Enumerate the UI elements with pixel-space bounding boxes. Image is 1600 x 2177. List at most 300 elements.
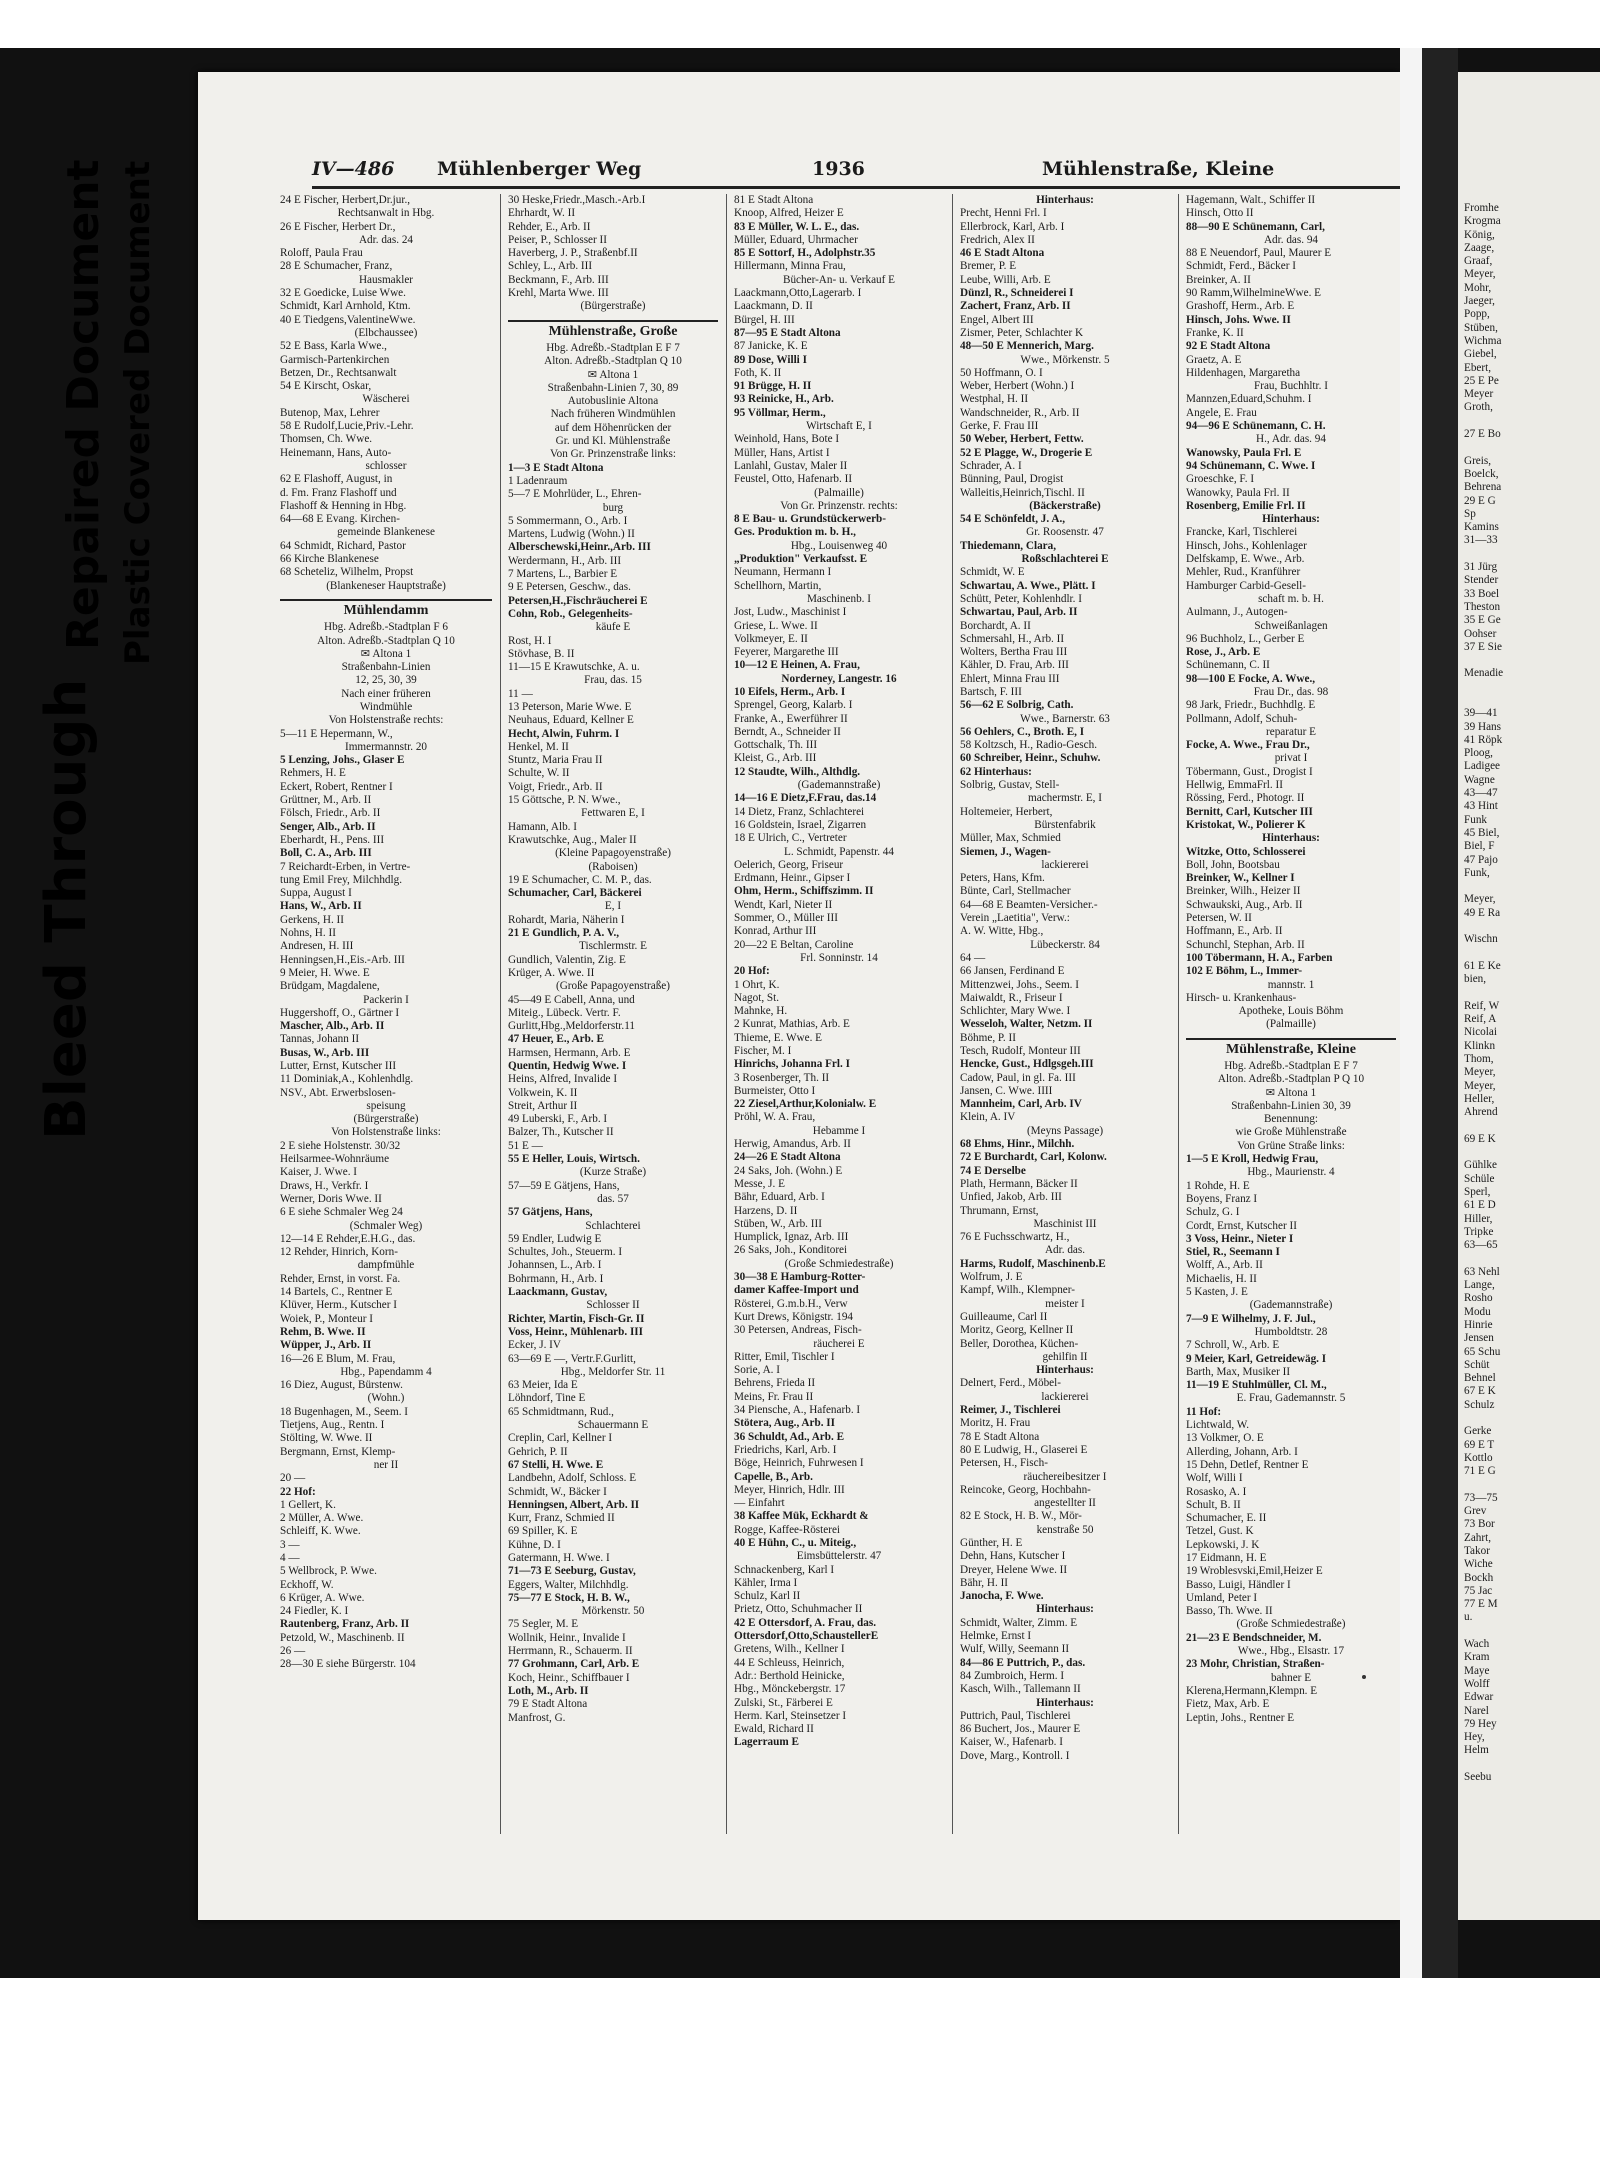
directory-entry: „Produktion" Verkaufsst. E [734, 553, 868, 566]
adjacent-entry: Klinkn [1464, 1039, 1496, 1052]
directory-entry: 1 Rohde, H. E [1186, 1179, 1250, 1192]
directory-entry: Precht, Henni Frl. I [960, 207, 1047, 220]
directory-entry: Jost, Ludw., Maschinist I [734, 606, 847, 619]
adjacent-entry: Seebu [1464, 1771, 1492, 1784]
directory-entry: Zismer, Peter, Schlachter K [960, 326, 1084, 339]
directory-entry: Wollnik, Heinr., Invalide I [508, 1631, 626, 1644]
directory-entry: Bürstenfabrik [1034, 818, 1096, 831]
directory-entry: Schmidt, Karl Arnhold, Ktm. [280, 300, 411, 313]
adjacent-entry: Tripke [1464, 1225, 1494, 1238]
directory-entry: Eimsbüttelerstr. 47 [796, 1550, 882, 1563]
directory-entry: Mörkenstr. 50 [581, 1605, 645, 1618]
directory-entry: 1 Gellert, K. [280, 1498, 336, 1511]
directory-entry: 62 E Flashoff, August, in [280, 473, 393, 486]
directory-entry: Peiser, P., Schlosser II [508, 233, 607, 246]
directory-entry: 5 Wellbrock, P. Wwe. [280, 1565, 377, 1578]
directory-entry: 14—16 E Dietz,F.Frau, das.14 [734, 792, 877, 805]
directory-entry: Kähler, Irma I [734, 1576, 798, 1589]
directory-entry: Rehder, E., Arb. II [508, 220, 591, 233]
directory-entry: Jansen, C. Wwe. IIII [960, 1084, 1053, 1097]
directory-entry: Tannas, Johann II [280, 1033, 360, 1046]
directory-entry: 62 Hinterhaus: [960, 765, 1032, 778]
directory-entry: Gerkens, H. II [280, 913, 344, 926]
directory-entry: Knoop, Alfred, Heizer E [734, 207, 844, 220]
adjacent-entry: Meyer, [1464, 893, 1496, 906]
directory-entry: lackiererei [1041, 858, 1089, 871]
directory-entry: Franke, K. II [1186, 326, 1244, 339]
directory-entry: 98 Jark, Friedr., Buchhdlg. E [1186, 699, 1316, 712]
adjacent-entry: Helm [1464, 1744, 1489, 1757]
directory-entry: Schmersahl, H., Arb. II [960, 632, 1065, 645]
directory-entry: 38 Kaffee Mük, Eckhardt & [734, 1510, 869, 1523]
directory-entry: 74 E Derselbe [960, 1164, 1026, 1177]
directory-entry: — Einfahrt [734, 1497, 785, 1510]
directory-entry: ✉ Altona 1 [360, 647, 412, 660]
directory-entry: Landbehn, Adolf, Schloss. E [508, 1472, 637, 1485]
directory-entry: Stiel, R., Seemann I [1186, 1246, 1280, 1259]
directory-entry: Von Gr. Prinzenstraße links: [550, 448, 676, 461]
directory-entry: Werner, Doris Wwe. II [280, 1192, 382, 1205]
directory-entry: (Große Schmiedestraße) [784, 1257, 894, 1270]
directory-entry: Betzen, Dr., Rechtsanwalt [280, 366, 397, 379]
directory-entry: schlosser [365, 459, 407, 472]
adjacent-entry: 29 E G [1464, 494, 1496, 507]
column-divider [952, 194, 953, 1834]
directory-entry: Töbermann, Gust., Drogist I [1186, 765, 1313, 778]
directory-entry: Hbg., Maurienstr. 4 [1247, 1166, 1335, 1179]
directory-entry: Herrmann, R., Schauerm. II [508, 1645, 633, 1658]
section-heading: Mühlendamm [280, 599, 492, 617]
directory-entry: Böge, Heinrich, Fuhrwesen I [734, 1457, 864, 1470]
directory-entry: 49 Luberski, F., Arb. I [508, 1113, 608, 1126]
directory-entry: Von Gr. Prinzenstr. rechts: [780, 499, 898, 512]
directory-entry: 12 Staudte, Wilh., Althdlg. [734, 765, 861, 778]
directory-entry: 1 Ohrt, K. [734, 978, 780, 991]
directory-entry: Dreyer, Helene Wwe. II [960, 1563, 1068, 1576]
adjacent-entry: bien, [1464, 973, 1487, 986]
directory-entry: 20 Hof: [734, 965, 770, 978]
directory-entry: Thieme, E. Wwe. E [734, 1031, 823, 1044]
directory-entry: Ritter, Emil, Tischler I [734, 1350, 835, 1363]
directory-entry: 21—23 E Bendschneider, M. [1186, 1631, 1322, 1644]
directory-entry: 78 E Stadt Altona [960, 1430, 1040, 1443]
directory-entry: Brüdgam, Magdalene, [280, 980, 380, 993]
directory-entry: Zulski, St., Färberei E [734, 1696, 833, 1709]
directory-entry: Fettwaren E, I [581, 807, 645, 820]
adjacent-entry: Reif, A [1464, 1013, 1497, 1026]
directory-entry: 19 E Schumacher, C. M. P., das. [508, 873, 652, 886]
directory-entry: Martens, Ludwig (Wohn.) II [508, 528, 635, 541]
directory-entry: Ottersdorf,Otto,SchaustellerE [734, 1630, 879, 1643]
directory-entry: 22 Ziesel,Arthur,Kolonialw. E [734, 1098, 877, 1111]
directory-entry: Wwe., Mörkenstr. 5 [1020, 353, 1110, 366]
directory-entry: Schmidt, W. E [960, 566, 1025, 579]
directory-entry: Holtemeier, Herbert, [960, 805, 1053, 818]
directory-entry: Sorie, A. I [734, 1364, 780, 1377]
directory-entry: Meyer, Hinrich, Hdlr. III [734, 1483, 845, 1496]
directory-entry: 11—15 E Krawutschke, A. u. [508, 661, 640, 674]
directory-entry: Gurlitt,Hbg.,Meldorferstr.11 [508, 1020, 635, 1033]
adjacent-entry: Wiche [1464, 1558, 1493, 1571]
directory-entry: 12—14 E Rehder,E.H.G., das. [280, 1232, 416, 1245]
directory-entry: Barth, Max, Musiker II [1186, 1365, 1291, 1378]
directory-entry: Schütt, Peter, Kohlenhdlr. I [960, 592, 1082, 605]
directory-entry: 5—11 E Hepermann, W., [280, 727, 393, 740]
directory-entry: Schlosser II [586, 1299, 640, 1312]
directory-entry: Lübeckerstr. 84 [1030, 938, 1100, 951]
directory-entry: Heilsarmee-Wohnräume [280, 1153, 390, 1166]
directory-entry: 24—26 E Stadt Altona [734, 1151, 841, 1164]
directory-entry: Gerke, F. Frau III [960, 420, 1039, 433]
adjacent-entry: 63 Nehl [1464, 1265, 1500, 1278]
directory-entry: Hbg., Papendamm 4 [340, 1365, 432, 1378]
adjacent-entry: 33 Boel [1464, 587, 1500, 600]
directory-entry: machermstr. E, I [1028, 792, 1102, 805]
directory-column-1 [280, 194, 492, 1672]
directory-entry: Mehler, Rud., Kranführer [1186, 566, 1301, 579]
directory-entry: 88—90 E Schünemann, Carl, [1186, 220, 1325, 233]
adjacent-entry: Kottlo [1464, 1451, 1493, 1464]
directory-entry: Klerena,Hermann,Klempn. E [1186, 1684, 1318, 1697]
directory-entry: (Kurze Straße) [579, 1166, 647, 1179]
adjacent-entry: Funk, [1464, 866, 1490, 879]
adjacent-entry: 75 Jac [1464, 1584, 1493, 1597]
directory-entry: Roßschlachterei E [1021, 553, 1109, 566]
directory-entry: 58 E Rudolf,Lucie,Priv.-Lehr. [280, 420, 414, 433]
directory-entry: Richter, Martin, Fisch-Gr. II [508, 1312, 645, 1325]
directory-entry: Zachert, Franz, Arb. II [960, 300, 1071, 313]
directory-entry: Balzer, Th., Kutscher II [508, 1126, 614, 1139]
directory-entry: Kühne, D. I [508, 1538, 561, 1551]
directory-entry: Schünemann, C. II [1186, 659, 1270, 672]
directory-entry: 12, 25, 30, 39 [355, 674, 417, 687]
directory-entry: Schmidt, W., Bäcker I [508, 1485, 607, 1498]
directory-entry: Laackmann, Gustav, [508, 1286, 608, 1299]
adjacent-entry [1464, 920, 1600, 933]
page-edge [1400, 48, 1422, 1978]
adjacent-entry [1464, 415, 1600, 428]
directory-entry: Eckhoff, W. [280, 1578, 334, 1591]
directory-entry: Von Holstenstraße rechts: [328, 714, 444, 727]
directory-entry: 85 E Sottorf, H., Adolphstr.35 [734, 247, 876, 260]
directory-entry: gemeinde Blankenese [337, 526, 435, 539]
directory-entry: Eggers, Walter, Milchhdlg. [508, 1578, 629, 1591]
section-heading: Mühlenstraße, Große [508, 320, 718, 338]
directory-entry: Lanlahl, Gustav, Maler II [734, 459, 848, 472]
directory-entry: 50 Weber, Herbert, Fettw. [960, 433, 1084, 446]
directory-entry: 76 E Fuchsschwartz, H., [960, 1231, 1070, 1244]
adjacent-entry: Fromhe [1464, 202, 1499, 214]
directory-entry: Cohn, Rob., Gelegenheits- [508, 607, 633, 620]
directory-entry: Wirtschaft E, I [806, 420, 872, 433]
directory-entry: Miteig., Lübeck. Vertr. F. [508, 1006, 621, 1019]
directory-entry: räucherei E [813, 1337, 865, 1350]
directory-entry: Bünte, Carl, Stellmacher [960, 885, 1071, 898]
directory-entry: Wesseloh, Walter, Netzm. II [960, 1018, 1093, 1031]
directory-entry: 50 Hoffmann, O. I [960, 366, 1043, 379]
directory-entry: Wolff, A., Arb. II [1186, 1259, 1263, 1272]
directory-entry: Fischer, M. I [734, 1045, 792, 1057]
directory-entry: Streit, Arthur II [508, 1099, 578, 1112]
directory-entry: Rautenberg, Franz, Arb. II [280, 1618, 410, 1631]
directory-entry: 16—26 E Blum, M. Frau, [280, 1352, 396, 1365]
directory-entry: Ellerbrock, Karl, Arb. I [960, 220, 1065, 233]
directory-entry: Wüpper, J., Arb. II [280, 1339, 372, 1352]
directory-entry: Günther, H. E [960, 1536, 1023, 1549]
directory-entry: Frau, Buchhltr. I [1254, 380, 1328, 393]
directory-entry: Friedrichs, Karl, Arb. I [734, 1443, 837, 1456]
directory-entry: 7 Reichardt-Erben, in Vertre- [280, 860, 411, 873]
directory-entry: Hinterhaus: [1036, 1696, 1094, 1709]
directory-entry: 56 Oehlers, C., Broth. E, I [960, 725, 1085, 738]
directory-entry: 42 E Ottersdorf, A. Frau, das. [734, 1616, 877, 1629]
directory-entry: Frl. Sonninstr. 14 [800, 951, 878, 964]
directory-entry: Burmeister, Otto I [734, 1084, 816, 1097]
adjacent-entry: 47 Pajo [1464, 853, 1498, 866]
directory-entry: Schulte, W. II [508, 767, 570, 780]
directory-entry: 5 Sommermann, O., Arb. I [508, 514, 628, 527]
directory-entry: Wwe., Hbg., Elsastr. 17 [1237, 1645, 1345, 1658]
directory-entry: 7 Schroll, W., Arb. E [1186, 1339, 1280, 1352]
section-heading: Mühlenstraße, Kleine [1186, 1038, 1396, 1056]
directory-entry: Tischlermstr. E [579, 940, 647, 953]
directory-entry: Hbg., Louisenweg 40 [790, 539, 888, 552]
directory-entry: 87—95 E Stadt Altona [734, 326, 841, 339]
adjacent-entry [1464, 1146, 1600, 1159]
adjacent-entry: König, [1464, 228, 1495, 241]
directory-entry: 40 E Hühn, C., u. Miteig., [734, 1536, 857, 1549]
directory-entry: (Kleine Papagoyenstraße) [555, 847, 671, 860]
directory-entry: 5 Kasten, J. E [1186, 1286, 1248, 1299]
directory-entry: Stölting, W. Wwe. II [280, 1432, 373, 1445]
directory-entry: Eckert, Robert, Rentner I [280, 780, 393, 793]
directory-entry: Rosasko, A. I [1186, 1485, 1247, 1498]
directory-entry: 2 Kunrat, Mathias, Arb. E [734, 1018, 850, 1031]
directory-entry: Wwe., Barnerstr. 63 [1020, 712, 1110, 725]
adjacent-entry: 35 E Ge [1464, 614, 1501, 627]
directory-entry: 79 E Stadt Altona [508, 1698, 588, 1711]
directory-entry: Woiek, P., Monteur I [280, 1312, 373, 1325]
directory-entry: 6 E siehe Schmaler Weg 24 [280, 1206, 403, 1219]
directory-entry: 11 Hof: [1186, 1405, 1222, 1418]
directory-entry: 10 Eifels, Herm., Arb. I [734, 685, 846, 698]
directory-entry: 71—73 E Seeburg, Gustav, [508, 1565, 636, 1578]
directory-entry: Windmühle [359, 700, 413, 713]
directory-entry: Bürgel, H. III [734, 313, 795, 326]
directory-entry: Voss, Heinr., Mühlenarb. III [508, 1325, 644, 1338]
directory-entry: 63—69 E —, Vertr.F.Gurlitt, [508, 1352, 636, 1365]
adjacent-entry: Wolff [1464, 1677, 1490, 1690]
adjacent-entry: Popp, [1464, 308, 1490, 321]
directory-entry: Schulz, Karl II [734, 1590, 801, 1603]
directory-entry: 18 Bugenhagen, M., Seem. I [280, 1405, 409, 1418]
directory-entry: Fietz, Max, Arb. E [1186, 1698, 1270, 1711]
directory-entry: Hoffmann, E., Arb. II [1186, 925, 1283, 938]
directory-entry: Francke, Karl, Tischlerei [1186, 526, 1298, 539]
directory-entry: Stövhase, B. II [508, 647, 575, 660]
directory-entry: 65 Schmidtmann, Rud., [508, 1405, 614, 1418]
adjacent-entry: Wichma [1464, 334, 1502, 347]
directory-entry: Klein, A. IV [960, 1111, 1016, 1124]
directory-entry: Mascher, Alb., Arb. II [280, 1020, 385, 1033]
adjacent-entry: Kram [1464, 1651, 1490, 1664]
directory-entry: (Gademannstraße) [797, 779, 881, 792]
directory-entry: Rösterei, G.m.b.H., Verw [734, 1297, 848, 1310]
directory-entry: dampfmühle [357, 1259, 415, 1272]
directory-entry: Rost, H. I [508, 634, 552, 647]
directory-entry: Straßenbahn-Linien 30, 39 [1231, 1099, 1351, 1112]
directory-entry: 52 E Plagge, W., Drogerie E [960, 446, 1093, 459]
adjacent-entry [1464, 1758, 1600, 1771]
adjacent-entry: Ploog, [1464, 747, 1493, 760]
adjacent-entry: 73 Bor [1464, 1518, 1495, 1531]
adjacent-entry: Oohser [1464, 627, 1497, 640]
directory-entry: Alton. Adreßb.-Stadtplan Q 10 [317, 634, 455, 647]
directory-entry: Bünning, Paul, Drogist [960, 473, 1064, 486]
directory-entry: Hagemann, Walt., Schiffer II [1186, 194, 1316, 206]
column-divider [500, 194, 501, 1834]
directory-entry: 7—9 E Wilhelmy, J. F. Jul., [1186, 1312, 1316, 1325]
directory-entry: Ecker, J. IV [508, 1339, 561, 1352]
directory-entry: Kaiser, W., Hafenarb. I [960, 1736, 1063, 1749]
directory-entry: tung Emil Frey, Milchhdlg. [280, 873, 403, 886]
adjacent-entry: 77 E M [1464, 1598, 1498, 1611]
directory-entry: Gatermann, H. Wwe. I [508, 1551, 610, 1564]
ink-speck [1362, 1675, 1366, 1679]
directory-entry: Voigt, Friedr., Arb. II [508, 780, 603, 793]
directory-entry: Neuhaus, Eduard, Kellner E [508, 714, 634, 727]
directory-entry: Apotheke, Louis Böhm [1238, 1005, 1344, 1018]
directory-entry: Rohardt, Maria, Näherin I [508, 913, 625, 926]
adjacent-entry: Reif, W [1464, 999, 1500, 1012]
directory-entry: 28 E Schumacher, Franz, [280, 260, 393, 273]
directory-entry: 8 E Bau- u. Grundstückerwerb- [734, 513, 886, 526]
adjacent-entry: 67 E K [1464, 1385, 1496, 1398]
directory-entry: 46 E Stadt Altona [960, 247, 1045, 260]
directory-entry: Prietz, Otto, Schuhmacher II [734, 1603, 863, 1616]
directory-entry: 59 Endler, Ludwig E [508, 1232, 602, 1245]
directory-entry: Rechtsanwalt in Hbg. [337, 207, 435, 220]
directory-entry: bahner E [1270, 1671, 1312, 1684]
directory-entry: Schmidt, Walter, Zimm. E [960, 1616, 1078, 1629]
directory-entry: (Bürgerstraße) [353, 1113, 419, 1126]
adjacent-entry [1464, 694, 1600, 707]
adjacent-entry: 31 Jürg [1464, 561, 1498, 574]
adjacent-page-fragment [1458, 72, 1600, 1920]
adjacent-entry: Stender [1464, 574, 1499, 587]
directory-entry: Mittenzwei, Johs., Seem. I [960, 978, 1080, 991]
adjacent-entry [1464, 681, 1600, 694]
adjacent-entry: 79 Hey [1464, 1717, 1497, 1730]
adjacent-entry: 43 Hint [1464, 800, 1498, 813]
directory-entry: Hillermann, Minna Frau, [734, 260, 846, 273]
year-title: 1936 [812, 158, 865, 180]
directory-entry: Hbg. Adreßb.-Stadtplan E F 7 [546, 341, 680, 354]
adjacent-entry: Meyer, [1464, 1066, 1496, 1079]
adjacent-entry: Heller, [1464, 1092, 1495, 1105]
directory-entry: Von Holstenstraße links: [331, 1126, 441, 1139]
directory-entry: 24 E Fischer, Herbert,Dr.jur., [280, 194, 411, 206]
directory-entry: Schlichter, Mary Wwe. I [960, 1005, 1071, 1018]
directory-entry: Petersen,H.,Fischräucherei E [508, 594, 648, 607]
directory-entry: Loth, M., Arb. II [508, 1684, 589, 1697]
directory-entry: 75—77 E Stock, H. B. W., [508, 1591, 630, 1604]
adjacent-entry: Meyer, [1464, 268, 1496, 281]
directory-entry: Neumann, Hermann I [734, 566, 832, 579]
directory-entry: 36 Schuldt, Ad., Arb. E [734, 1430, 845, 1443]
directory-entry: Puttrich, Paul, Tischlerei [960, 1709, 1071, 1722]
directory-entry: räuchereibesitzer I [1023, 1470, 1107, 1483]
directory-entry: Pröhl, W. A. Frau, [734, 1111, 816, 1124]
adjacent-entry: Schulz [1464, 1398, 1495, 1411]
directory-entry: 91 Brügge, H. II [734, 380, 812, 393]
directory-entry: 30 Heske,Friedr.,Masch.-Arb.I [508, 194, 646, 206]
directory-entry: 24 Saks, Joh. (Wohn.) E [734, 1164, 843, 1177]
directory-entry: Krüger, A. Wwe. II [508, 966, 595, 979]
directory-entry: Tesch, Rudolf, Monteur III [960, 1045, 1081, 1057]
adjacent-entry: 39 Hans [1464, 720, 1501, 733]
directory-entry: 54 E Schönfeldt, J. A., [960, 513, 1066, 526]
directory-entry: (Große Papagoyenstraße) [555, 980, 670, 993]
directory-entry: 7 Martens, L., Barbier E [508, 568, 618, 581]
adjacent-entry: Behnel [1464, 1372, 1496, 1385]
directory-entry: Benennung: [1263, 1113, 1319, 1126]
adjacent-entry [1464, 947, 1600, 960]
directory-entry: 81 E Stadt Altona [734, 194, 814, 206]
directory-entry: Schley, L., Arb. III [508, 260, 593, 273]
directory-entry: angestellter II [1034, 1497, 1096, 1510]
directory-entry: Fredrich, Alex II [960, 233, 1035, 246]
directory-entry: Rogge, Kaffee-Rösterei [734, 1523, 841, 1536]
directory-entry: Basso, Luigi, Händler I [1186, 1578, 1291, 1591]
directory-entry: Lutter, Ernst, Kutscher III [280, 1060, 397, 1072]
adjacent-entry: Bockh [1464, 1571, 1494, 1584]
directory-entry: 68 Ehms, Hinr., Milchh. [960, 1138, 1075, 1151]
adjacent-entry: Ladigee [1464, 760, 1501, 773]
directory-entry: 84 Zumbroich, Herm. I [960, 1669, 1065, 1682]
directory-entry: 32 E Goedicke, Luise Wwe. [280, 287, 406, 300]
directory-entry: (Große Schmiedestraße) [1236, 1618, 1346, 1631]
directory-entry: Heinemann, Hans, Auto- [280, 446, 392, 459]
directory-entry: 14 Bartels, C., Rentner E [280, 1286, 393, 1299]
directory-entry: Adr. das. 24 [358, 233, 414, 246]
directory-entry: Laackmann,Otto,Lagerarb. I [734, 287, 862, 300]
directory-entry: Gr. Roosenstr. 47 [1026, 526, 1104, 539]
directory-entry: 26 E Fischer, Herbert Dr., [280, 220, 396, 233]
directory-entry: Helmke, Ernst I [960, 1630, 1032, 1643]
directory-entry: Heins, Alfred, Invalide I [508, 1073, 618, 1086]
adjacent-entry: Hinrie [1464, 1318, 1493, 1331]
directory-entry: Harzens, D. II [734, 1204, 798, 1217]
directory-entry: 89 Dose, Willi I [734, 353, 807, 366]
directory-entry: Von Grüne Straße links: [1237, 1139, 1345, 1152]
directory-entry: Flashoff & Henning in Hbg. [280, 499, 407, 512]
directory-entry: 5 Lenzing, Johs., Glaser E [280, 754, 405, 767]
directory-entry: 66 Jansen, Ferdinand E [960, 965, 1065, 978]
directory-entry: 57—59 E Gätjens, Hans, [508, 1179, 620, 1192]
directory-entry: 95 Völlmar, Herm., [734, 406, 826, 419]
directory-entry: Leptin, Johs., Rentner E [1186, 1711, 1295, 1724]
directory-entry: Rosenberg, Emilie Frl. II [1186, 499, 1306, 512]
directory-entry: Bremer, P. E [960, 260, 1017, 273]
directory-entry: 51 E — [508, 1139, 543, 1152]
directory-entry: Hecht, Alwin, Fuhrm. I [508, 727, 620, 740]
directory-entry: 4 — [280, 1551, 300, 1564]
adjacent-entry: Narel [1464, 1704, 1489, 1717]
directory-column-4 [960, 194, 1170, 1763]
directory-entry: Tetzel, Gust. K [1186, 1525, 1254, 1538]
directory-entry: Borchardt, A. II [960, 619, 1031, 632]
